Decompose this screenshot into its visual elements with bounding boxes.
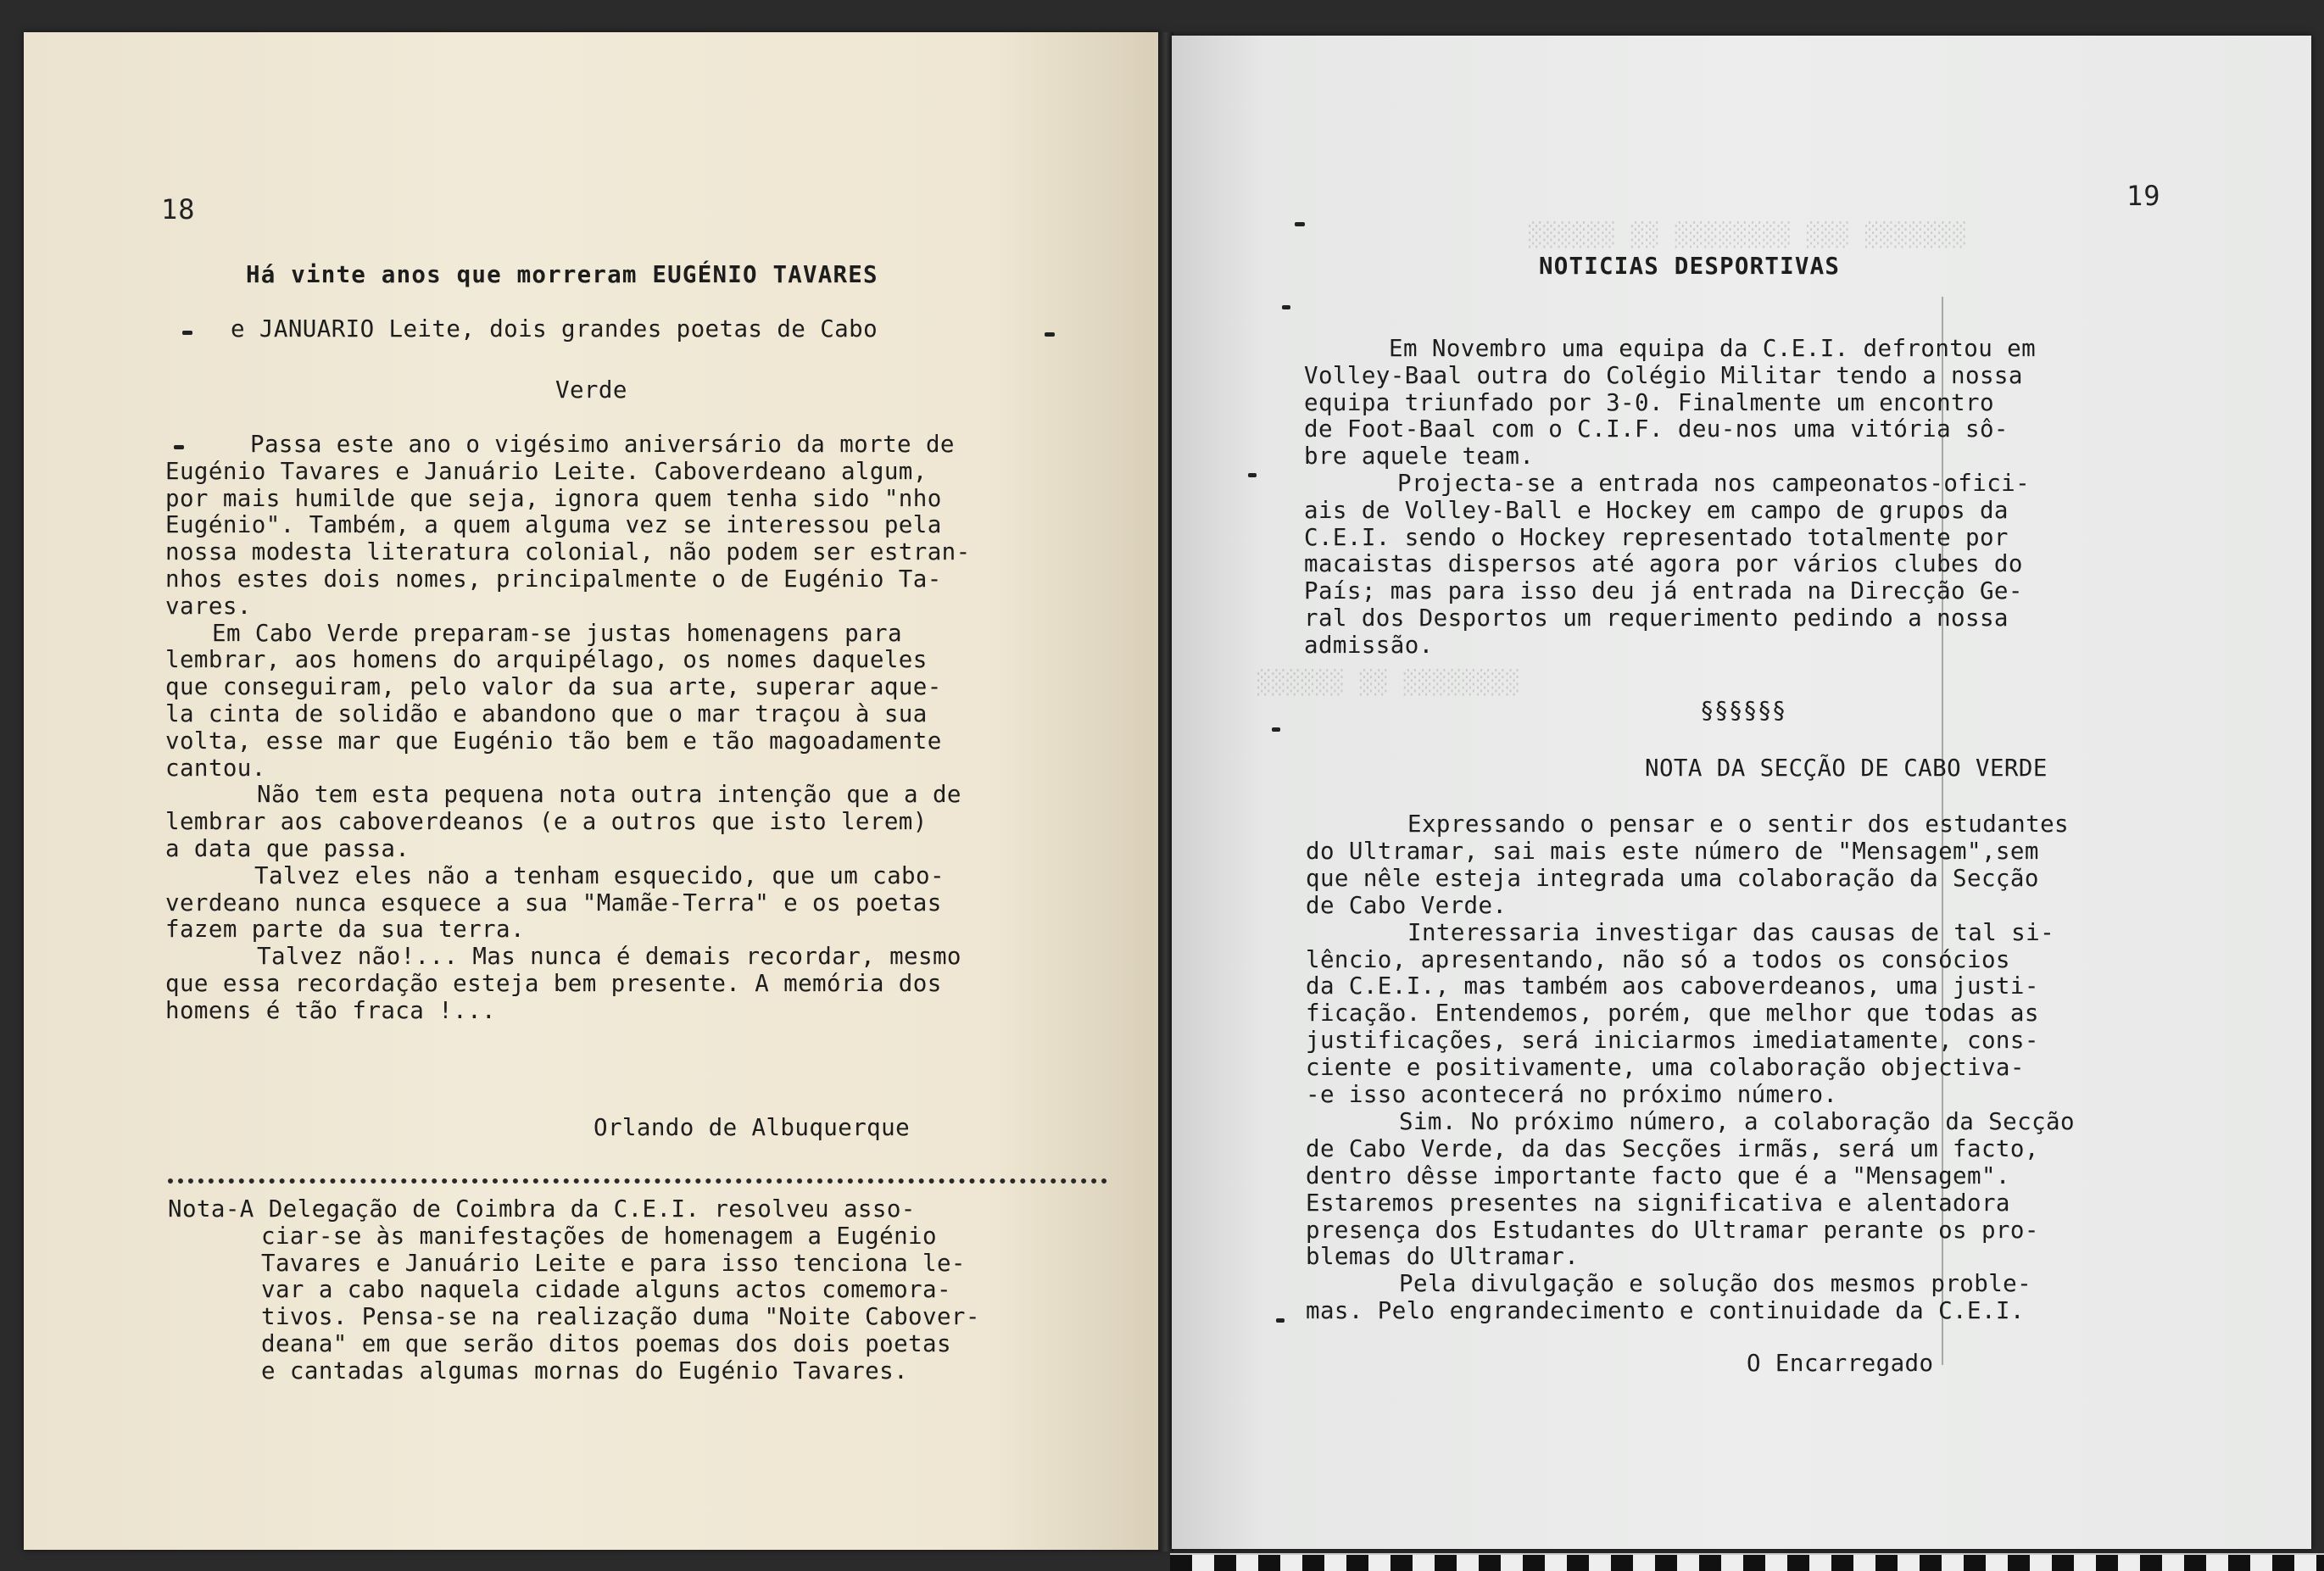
note-line: var a cabo naquela cidade alguns actos comemora- bbox=[261, 1276, 951, 1304]
section-signature: O Encarregado bbox=[1747, 1350, 1934, 1377]
ink-speck bbox=[182, 331, 192, 335]
article-title-line-3: Verde bbox=[555, 376, 627, 404]
sports-title: NOTICIAS DESPORTIVAS bbox=[1539, 253, 1841, 280]
body-line: la cinta de solidão e abandono que o mar traçou à sua bbox=[165, 700, 928, 727]
sports-line: Volley-Baal outra do Colégio Militar tendo a nossa bbox=[1304, 361, 2023, 389]
body-line: Não tem esta pequena nota outra intenção que a de bbox=[257, 781, 961, 809]
body-line: que conseguiram, pelo valor da sua arte, superar aque- bbox=[165, 673, 942, 701]
note-line: e cantadas algumas mornas do Eugénio Tavares. bbox=[261, 1357, 909, 1384]
note-line: deana" em que serão ditos poemas dos dois poetas bbox=[261, 1330, 951, 1357]
ink-speck bbox=[1045, 332, 1055, 337]
body-line: homens é tão fraca !... bbox=[165, 996, 496, 1024]
body-line: Eugénio". Também, a quem alguma vez se interessou pela bbox=[165, 511, 942, 539]
note-line: Nota-A Delegação de Coimbra da C.E.I. resolveu asso- bbox=[168, 1195, 916, 1223]
scale-ruler bbox=[1170, 1553, 2324, 1571]
page-number-left: 18 bbox=[161, 193, 196, 226]
section-line: de Cabo Verde. bbox=[1306, 891, 1508, 919]
sports-line: bre aquele team. bbox=[1304, 443, 1535, 471]
sports-line: equipa triunfado por 3-0. Finalmente um encontro bbox=[1304, 388, 1994, 416]
article-title-line-1: Há vinte anos que morreram EUGÉNIO TAVARES bbox=[246, 261, 878, 288]
show-through-text: ░░░░░░░ ░░░ ░░░░░░░░ ░░ ░░░░░░ bbox=[1526, 222, 1965, 248]
sports-line: admissão. bbox=[1304, 631, 1434, 659]
body-line: lembrar aos caboverdeanos (e a outros que isto lerem) bbox=[165, 808, 928, 836]
section-separator: §§§§§§ bbox=[1700, 697, 1786, 724]
body-line: fazem parte da sua terra. bbox=[165, 916, 525, 944]
section-line: -e isso acontecerá no próximo número. bbox=[1306, 1081, 1838, 1108]
body-line: Passa este ano o vigésimo aniversário da morte de bbox=[250, 431, 955, 458]
note-line: tivos. Pensa-se na realização duma "Noite Cabover- bbox=[261, 1303, 980, 1331]
section-line: Pela divulgação e solução dos mesmos proble- bbox=[1399, 1270, 2032, 1298]
section-line: lêncio, apresentando, não só a todos os consócios bbox=[1306, 945, 2010, 973]
ink-speck bbox=[1282, 305, 1290, 309]
section-line: que nêle esteja integrada uma colaboração da Secção bbox=[1306, 864, 2039, 892]
page-number-right: 19 bbox=[2126, 180, 2161, 212]
body-line: que essa recordação esteja bem presente. A memória dos bbox=[165, 970, 942, 997]
section-line: justificações, será iniciarmos imediatamente, cons- bbox=[1306, 1027, 2039, 1055]
sports-line: C.E.I. sendo o Hockey representado totalmente por bbox=[1304, 523, 2009, 551]
dotted-rule bbox=[168, 1178, 1107, 1184]
show-through-text: ░░░░░░░░ ░░ ░░░░░░ bbox=[1255, 670, 1519, 696]
sports-line: de Foot-Baal com o C.I.F. deu-nos uma vitória sô- bbox=[1304, 415, 2009, 443]
note-line: ciar-se às manifestações de homenagem a Eugénio bbox=[261, 1222, 937, 1250]
note-line: Tavares e Januário Leite e para isso tenciona le- bbox=[261, 1249, 966, 1277]
ink-speck bbox=[1272, 727, 1280, 732]
body-line: lembrar, aos homens do arquipélago, os nomes daqueles bbox=[165, 646, 928, 674]
section-line: ciente e positivamente, uma colaboração objectiva- bbox=[1306, 1054, 2025, 1082]
section-line: blemas do Ultramar. bbox=[1306, 1243, 1580, 1271]
section-line: dentro dêsse importante facto que é a "Mensagem". bbox=[1306, 1162, 2010, 1189]
section-line: ficação. Entendemos, porém, que melhor que todas as bbox=[1306, 1000, 2039, 1028]
section-line: da C.E.I., mas também aos caboverdeanos, uma justi- bbox=[1306, 972, 2039, 1000]
body-line: nossa modesta literatura colonial, não podem ser estran- bbox=[165, 538, 971, 566]
section-line: Interessaria investigar das causas de tal si- bbox=[1407, 918, 2055, 946]
body-line: verdeano nunca esquece a sua "Mamãe-Terra" e os poetas bbox=[165, 889, 942, 916]
body-line: Talvez eles não a tenham esquecido, que um cabo- bbox=[254, 861, 945, 889]
body-line: nhos estes dois nomes, principalmente o de Eugénio Ta- bbox=[165, 565, 942, 593]
sports-line: ais de Volley-Ball e Hockey em campo de grupos da bbox=[1304, 496, 2009, 524]
sports-line: macaistas dispersos até agora por vários clubes do bbox=[1304, 550, 2023, 578]
section-line: presença dos Estudantes do Ultramar perante os pro- bbox=[1306, 1216, 2039, 1244]
ink-speck bbox=[1276, 1318, 1285, 1323]
sports-line: ral dos Desportos um requerimento pedindo a nossa bbox=[1304, 604, 2009, 632]
section-line: do Ultramar, sai mais este número de "Mensagem",sem bbox=[1306, 837, 2039, 865]
body-line: por mais humilde que seja, ignora quem tenha sido "nho bbox=[165, 484, 942, 512]
ink-speck bbox=[1248, 473, 1257, 477]
section-line: Estaremos presentes na significativa e alentadora bbox=[1306, 1189, 2010, 1217]
body-line: Em Cabo Verde preparam-se justas homenagens para bbox=[212, 619, 902, 647]
article-signature: Orlando de Albuquerque bbox=[594, 1114, 911, 1141]
body-line: a data que passa. bbox=[165, 835, 410, 862]
article-title-line-2: e JANUARIO Leite, dois grandes poetas de Cabo bbox=[231, 315, 878, 343]
sports-line: Projecta-se a entrada nos campeonatos-ofici- bbox=[1397, 470, 2031, 497]
body-line: Talvez não!... Mas nunca é demais recordar, mesmo bbox=[257, 943, 961, 971]
ink-speck bbox=[174, 445, 184, 449]
body-line: volta, esse mar que Eugénio tão bem e tão magoadamente bbox=[165, 727, 942, 755]
body-line: cantou. bbox=[165, 754, 266, 782]
section-line: mas. Pelo engrandecimento e continuidade da C.E.I. bbox=[1306, 1297, 2025, 1325]
sports-line: País; mas para isso deu já entrada na Direcção Ge- bbox=[1304, 577, 2023, 605]
section-line: Expressando o pensar e o sentir dos estudantes bbox=[1407, 811, 2069, 838]
body-line: vares. bbox=[165, 592, 252, 620]
section-line: de Cabo Verde, da das Secções irmãs, será um facto, bbox=[1306, 1134, 2039, 1162]
section-title: NOTA DA SECÇÃO DE CABO VERDE bbox=[1645, 755, 2048, 782]
body-line: Eugénio Tavares e Januário Leite. Caboverdeano algum, bbox=[165, 457, 928, 485]
ink-speck bbox=[1295, 222, 1305, 226]
section-line: Sim. No próximo número, a colaboração da Secção bbox=[1399, 1107, 2075, 1135]
sports-line: Em Novembro uma equipa da C.E.I. defrontou em bbox=[1389, 335, 2037, 362]
